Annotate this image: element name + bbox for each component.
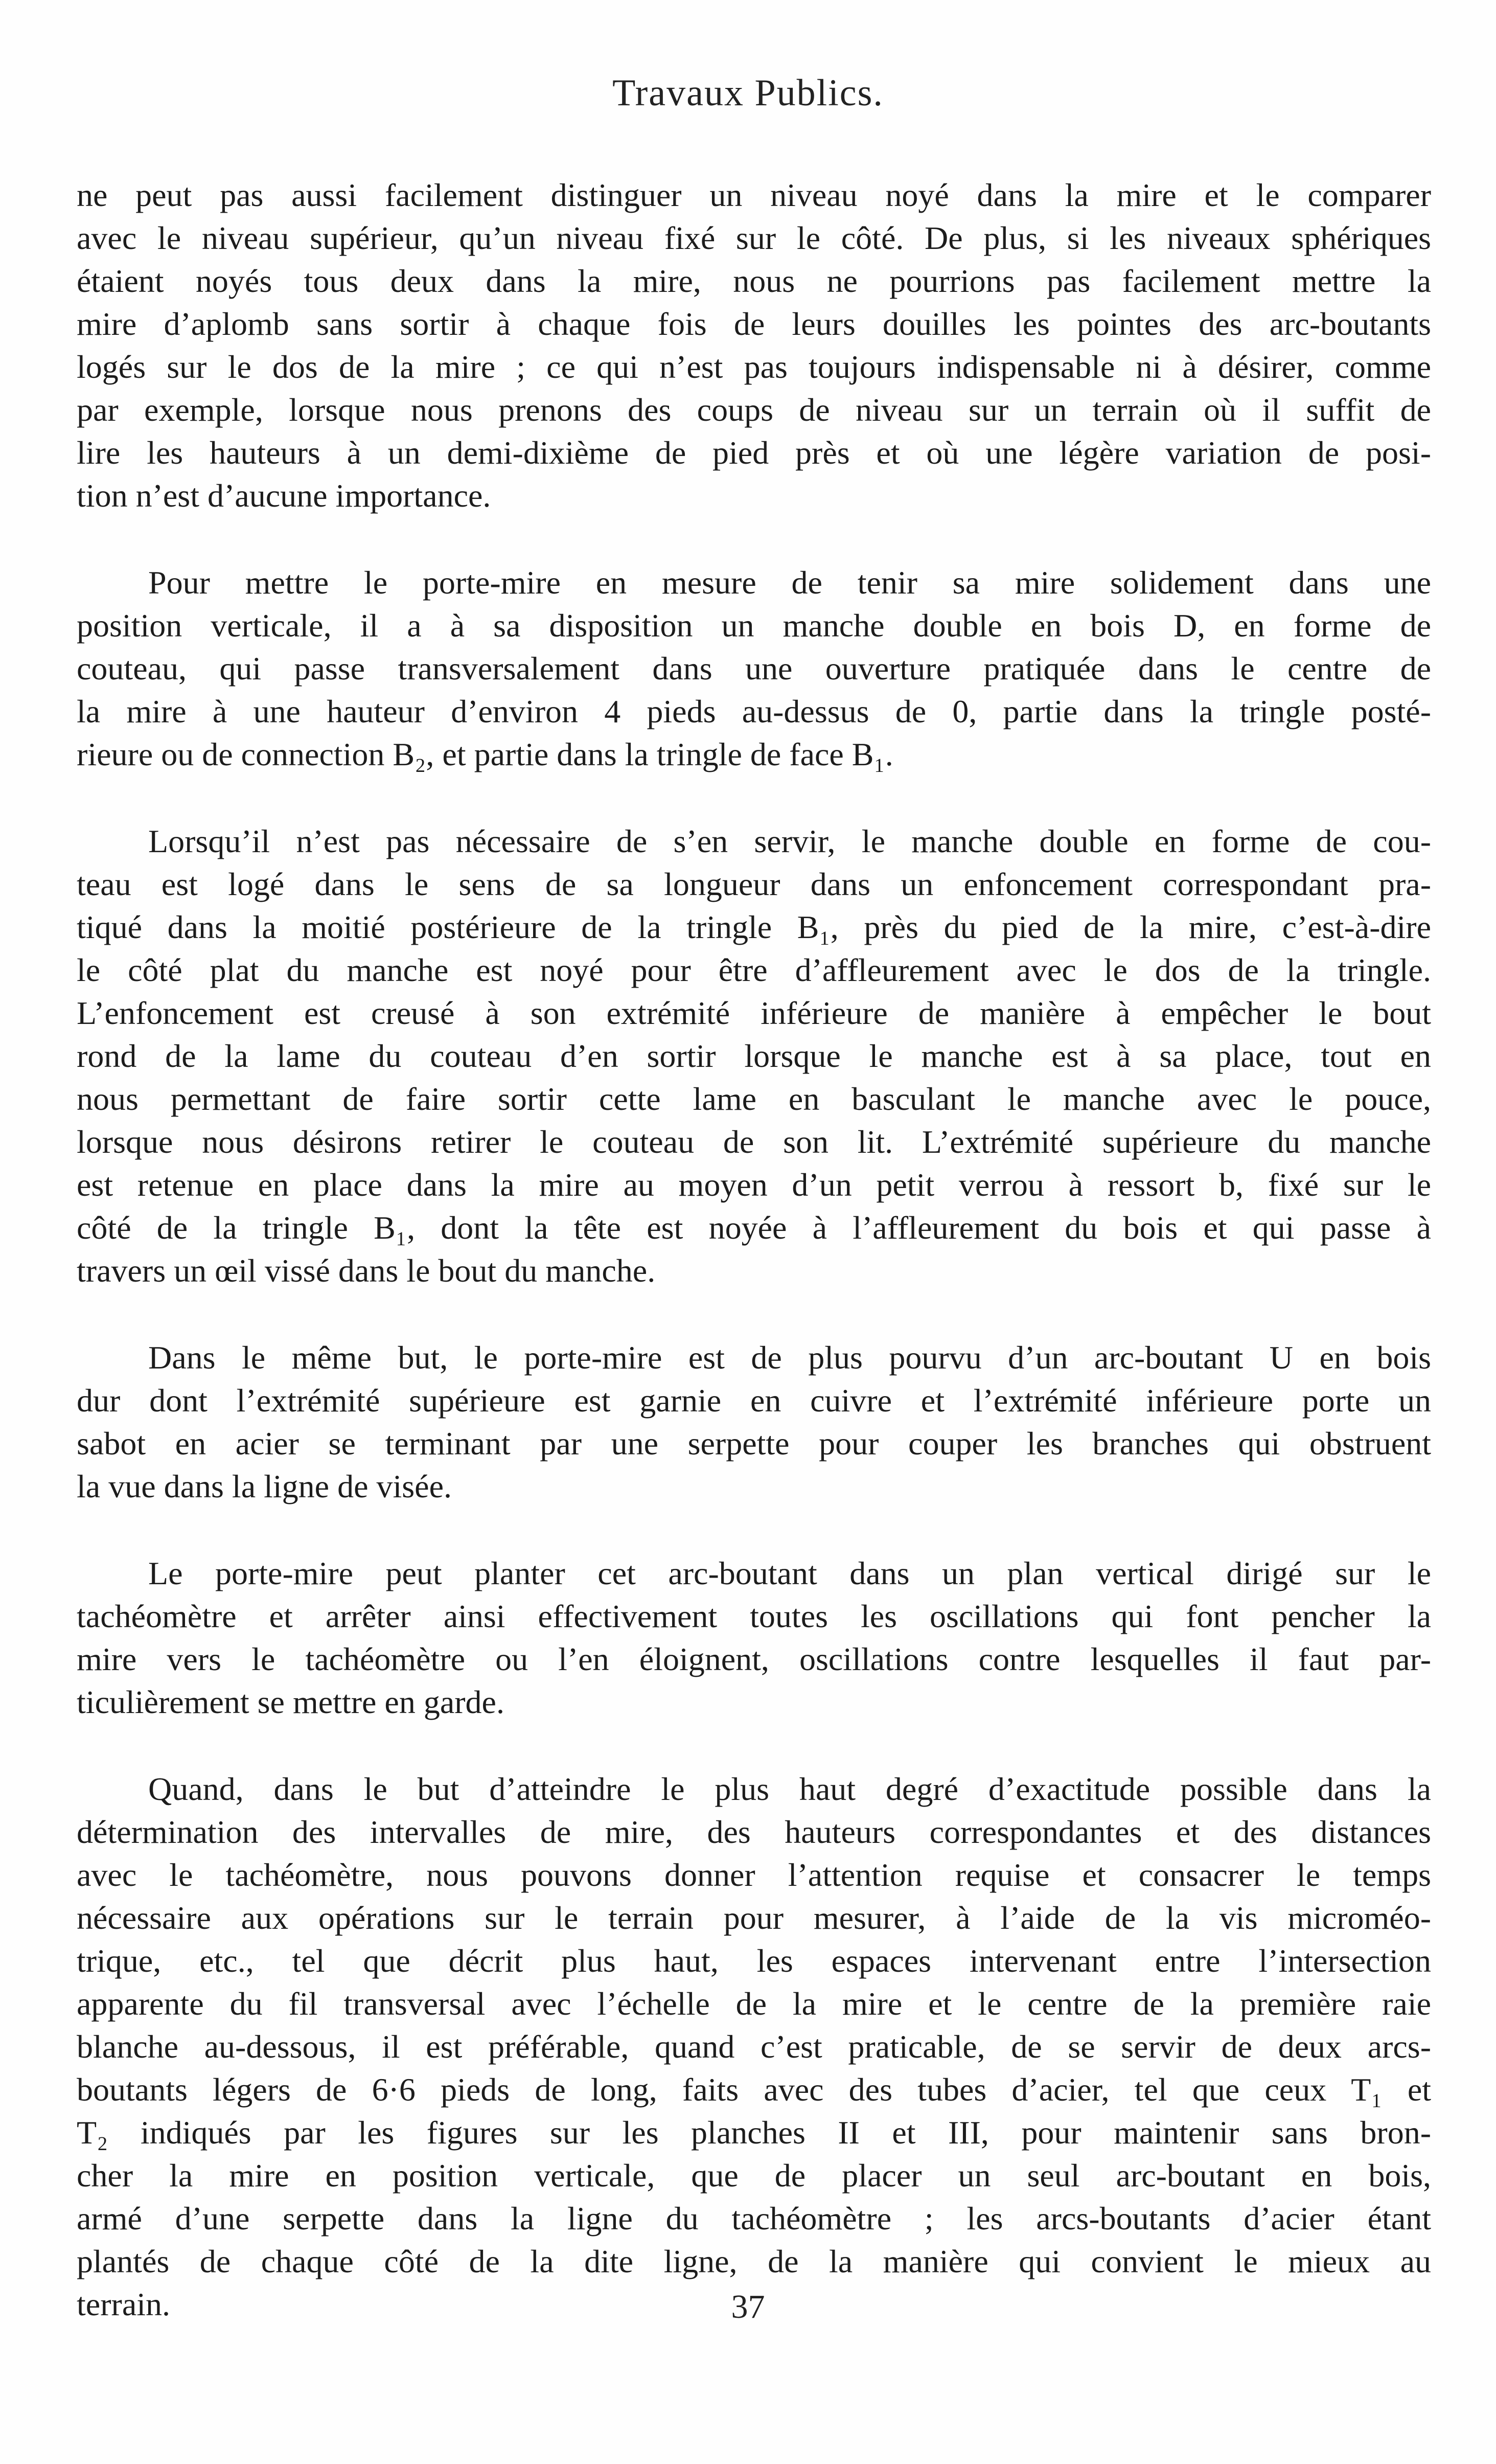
body-text [77, 174, 1431, 2326]
text-line: nécessaire aux opérations sur le terrain pour mesurer, à l’aide de la vis microméo- [77, 1900, 1431, 1936]
text-line: nous permettant de faire sortir cette lame en basculant le manche avec le pouce, [77, 1081, 1431, 1117]
text-line: Dans le même but, le porte-mire est de plus pourvu d’un arc-boutant U en bois [148, 1339, 1431, 1376]
paragraph-2 [77, 561, 1431, 776]
text-line: tiqué dans la moitié postérieure de la tringle B₁, près du pied de la mire, c’est-à-dire [77, 909, 1431, 945]
text-line: Quand, dans le but d’atteindre le plus haut degré d’exactitude possible dans la [148, 1771, 1431, 1807]
text-line: blanche au-dessous, il est préférable, quand c’est praticable, de se servir de deux arcs- [77, 2028, 1431, 2065]
text-line: tion n’est d’aucune importance. [77, 477, 491, 514]
page-number: 37 [731, 2288, 765, 2325]
text-line: la vue dans la ligne de visée. [77, 1468, 452, 1504]
text-line: mire vers le tachéomètre ou l’en éloignent, oscillations contre lesquelles il faut par- [77, 1641, 1431, 1677]
text-line: apparente du fil transversal avec l’échelle de la mire et le centre de la première raie [77, 1986, 1431, 2022]
text-line: avec le niveau supérieur, qu’un niveau fixé sur le côté. De plus, si les niveaux sphériques [77, 220, 1431, 256]
text-line: Lorsqu’il n’est pas nécessaire de s’en servir, le manche double en forme de cou- [148, 823, 1431, 859]
text-line: armé d’une serpette dans la ligne du tachéomètre ; les arcs-boutants d’acier étant [77, 2200, 1431, 2237]
text-line: lire les hauteurs à un demi-dixième de pied près et où une légère variation de posi- [77, 435, 1431, 471]
running-title: Travaux Publics. [612, 72, 884, 114]
text-line: terrain. [77, 2286, 170, 2322]
text-line: boutants légers de 6·6 pieds de long, faits avec des tubes d’acier, tel que ceux T₁ et [77, 2071, 1431, 2108]
text-line: est retenue en place dans la mire au moyen d’un petit verrou à ressort b, fixé sur le [77, 1167, 1431, 1203]
text-line: détermination des intervalles de mire, des hauteurs correspondantes et des distances [77, 1814, 1431, 1850]
text-line: teau est logé dans le sens de sa longueur dans un enfoncement correspondant pra- [77, 866, 1431, 902]
text-line: côté de la tringle B₁, dont la tête est noyée à l’affleurement du bois et qui passe à [77, 1210, 1431, 1246]
text-line: T₂ indiqués par les figures sur les planches II et III, pour maintenir sans bron- [77, 2114, 1431, 2151]
text-line: lorsque nous désirons retirer le couteau de son lit. L’extrémité supérieure du manche [77, 1124, 1431, 1160]
text-line: position verticale, il a à sa disposition un manche double en bois D, en forme de [77, 607, 1431, 644]
text-line: sabot en acier se terminant par une serpette pour couper les branches qui obstruent [77, 1425, 1431, 1462]
paragraph-6 [77, 1768, 1431, 2326]
text-line: couteau, qui passe transversalement dans une ouverture pratiquée dans le centre de [77, 650, 1431, 687]
paragraph-5 [77, 1552, 1431, 1724]
text-line: ticulièrement se mettre en garde. [77, 1684, 504, 1720]
text-line: ne peut pas aussi facilement distinguer un niveau noyé dans la mire et le comparer [77, 177, 1431, 213]
text-line: L’enfoncement est creusé à son extrémité inférieure de manière à empêcher le bout [77, 995, 1431, 1031]
text-line: cher la mire en position verticale, que de placer un seul arc-boutant en bois, [77, 2157, 1431, 2194]
text-line: la mire à une hauteur d’environ 4 pieds au-dessus de 0, partie dans la tringle posté- [77, 693, 1431, 729]
text-line: Pour mettre le porte-mire en mesure de tenir sa mire solidement dans une [148, 564, 1431, 601]
text-line: trique, etc., tel que décrit plus haut, les espaces intervenant entre l’intersection [77, 1943, 1431, 1979]
text-line: travers un œil vissé dans le bout du manche. [77, 1252, 656, 1289]
text-line: logés sur le dos de la mire ; ce qui n’est pas toujours indispensable ni à désirer, comme [77, 349, 1431, 385]
paragraph-1 [77, 174, 1431, 517]
text-line: plantés de chaque côté de la dite ligne, de la manière qui convient le mieux au [77, 2243, 1431, 2279]
text-line: le côté plat du manche est noyé pour être d’affleurement avec le dos de la tringle. [77, 952, 1431, 988]
text-line: Le porte-mire peut planter cet arc-boutant dans un plan vertical dirigé sur le [148, 1555, 1431, 1591]
text-line: rond de la lame du couteau d’en sortir lorsque le manche est à sa place, tout en [77, 1038, 1431, 1074]
paragraph-4 [77, 1336, 1431, 1508]
text-line: tachéomètre et arrêter ainsi effectivement toutes les oscillations qui font pencher la [77, 1598, 1431, 1634]
text-line: mire d’aplomb sans sortir à chaque fois de leurs douilles les pointes des arc-boutants [77, 306, 1431, 342]
text-line: dur dont l’extrémité supérieure est garnie en cuivre et l’extrémité inférieure porte un [77, 1382, 1431, 1419]
text-line: par exemple, lorsque nous prenons des coups de niveau sur un terrain où il suffit de [77, 392, 1431, 428]
text-line: étaient noyés tous deux dans la mire, nous ne pourrions pas facilement mettre la [77, 263, 1431, 299]
text-line: rieure ou de connection B₂, et partie dans la tringle de face B₁. [77, 736, 893, 772]
paragraph-3 [77, 820, 1431, 1292]
text-line: avec le tachéomètre, nous pouvons donner l’attention requise et consacrer le temps [77, 1857, 1431, 1893]
